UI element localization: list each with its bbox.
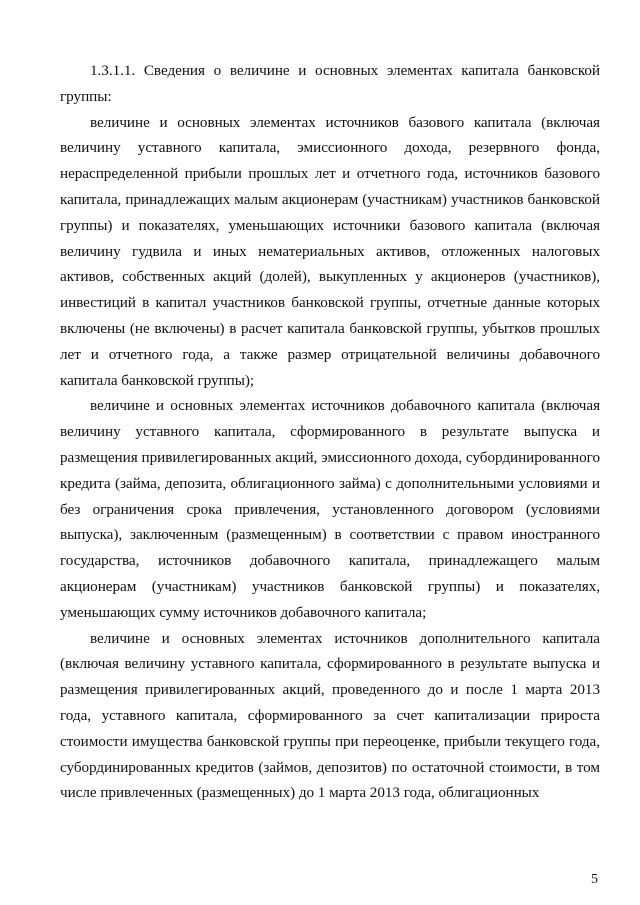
section-heading-paragraph: 1.3.1.1. Сведения о величине и основных элементах капитала банковской группы:: [60, 62, 600, 105]
paragraph-supplementary-capital: величине и основных элементах источников дополнительного капитала (включая величину уставного капитала, сформированного в результате выпуска и размещения привилегированных акций, проведенного до и после 1 марта 2013 года, уставного капитала, сформированного за счет капитализации прироста стоимости имущества банковской группы при переоценке, прибыли текущего года, субординированных кредитов (займов, депозитов) по остаточной стоимости, в том числе привлеченных (размещенных) до 1 марта 2013 года, облигационных: [60, 629, 600, 802]
paragraph-additional-capital: величине и основных элементах источников добавочного капитала (включая величину уставного капитала, сформированного в результате выпуска и размещения привилегированных акций, эмиссионного дохода, субординированного кредита (займа, депозита, облигационного займа) с дополнительными условиями и без ограничения срока привлечения, установленного договором (условиями выпуска), заключенным (размещенным) в соответствии с правом иностранного государства, источников добавочного капитала, принадлежащего малым акционерам (участникам) участников банковской группы) и показателях, уменьшающих сумму источников добавочного капитала;: [60, 397, 600, 621]
body-text: [60, 58, 600, 806]
page-number: 5: [591, 872, 598, 887]
paragraph-base-capital: величине и основных элементах источников базового капитала (включая величину уставного капитала, эмиссионного дохода, резервного фонда, нераспределенной прибыли прошлых лет и отчетного года, источников базового капитала, принадлежащих малым акционерам (участникам) участников банковской группы) и показателях, уменьшающих источники базового капитала (включая величину гудвила и иных нематериальных активов, отложенных налоговых активов, собственных акций (долей), выкупленных у акционеров (участников), инвестиций в капитал участников банковской группы, отчетные данные которых включены (не включены) в расчет капитала банковской группы, убытков прошлых лет и отчетного года, а также размер отрицательной величины добавочного капитала банковской группы);: [60, 113, 600, 389]
